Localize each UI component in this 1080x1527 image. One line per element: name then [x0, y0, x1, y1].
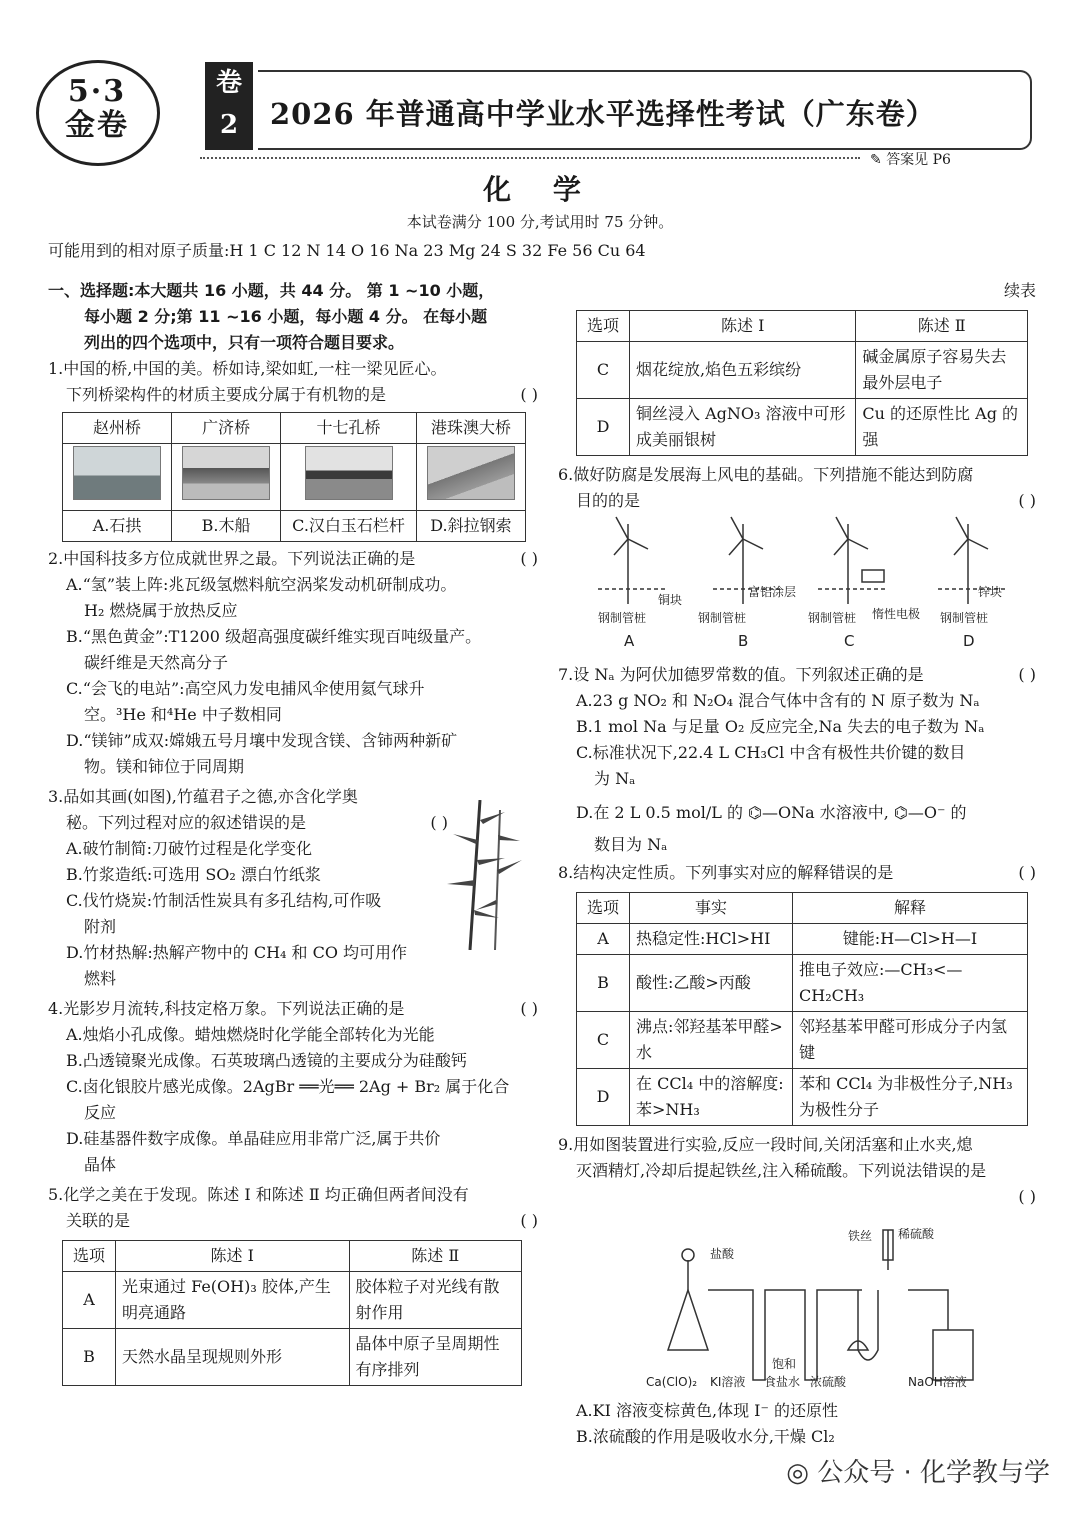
- q8-table: [576, 892, 1028, 1126]
- header-rule: [200, 157, 860, 159]
- option-c: C.标准状况下,22.4 L CH₃Cl 中含有极性共价键的数目: [576, 743, 966, 762]
- question-2: [48, 546, 538, 780]
- section-heading-line: 列出的四个选项中，只有一项符合题目要求。: [84, 333, 405, 352]
- option-a-cont: H₂ 燃烧属于放热反应: [84, 601, 238, 620]
- section-heading: [48, 278, 538, 356]
- bamboo-painting: [440, 800, 530, 950]
- table-cell: 天然水晶呈现规则外形: [116, 1329, 350, 1386]
- option-d: D.“镁铈”成双:嫦娥五号月壤中发现含镁、含铈两种新矿: [66, 731, 458, 750]
- watermark: [0, 1452, 1050, 1489]
- apparatus-figure: [558, 1210, 1028, 1390]
- answer-paren: ( ): [1018, 1187, 1036, 1206]
- table-cell: A: [577, 924, 630, 955]
- option-a: A.破竹制简:刀破竹过程是化学变化: [66, 839, 313, 858]
- option-d: D.斜拉钢索: [416, 511, 525, 542]
- question-text: 8.结构决定性质。下列事实对应的解释错误的是: [558, 863, 894, 882]
- wind-turbine-figure: [558, 514, 1028, 654]
- table-header: 选项: [577, 311, 630, 342]
- table-header: 陈述 Ⅱ: [349, 1241, 521, 1272]
- table-cell: D: [577, 399, 630, 456]
- answer-paren: ( ): [520, 549, 538, 568]
- table-cell: 苯和 CCl₄ 为非极性分子,NH₃ 为极性分子: [793, 1069, 1028, 1126]
- subject-title: 化 学: [483, 173, 597, 206]
- table-cell: 晶体中原子呈周期性有序排列: [349, 1329, 521, 1386]
- answer-reference: [870, 149, 951, 169]
- answer-paren: ( ): [520, 1211, 538, 1230]
- logo-text: 5·3 金卷: [65, 74, 129, 143]
- question-text: 2.中国科技多方位成就世界之最。下列说法正确的是: [48, 549, 416, 568]
- watermark-text: 公众号 · 化学教与学: [817, 1458, 1050, 1488]
- option-a: A.石拱: [63, 511, 172, 542]
- option-b: B.凸透镜聚光成像。石英玻璃凸透镜的主要成分为硅酸钙: [66, 1051, 467, 1070]
- pen-icon: ✎: [870, 152, 882, 168]
- figure-label: 钢制管桩: [940, 611, 989, 625]
- question-text: 3.品如其画(如图),竹蕴君子之德,亦含化学奥: [48, 787, 358, 806]
- option-c: C.“会飞的电站”:高空风力发电捕风伞使用氦气球升: [66, 679, 425, 698]
- table-header: 陈述 Ⅰ: [116, 1241, 350, 1272]
- question-7: [558, 662, 1036, 858]
- table-cell: B: [577, 955, 630, 1012]
- option-a: A.烛焰小孔成像。蜡烛燃烧时化学能全部转化为光能: [66, 1025, 435, 1044]
- figure-label: 铁丝: [848, 1229, 873, 1243]
- table-header: 解释: [793, 893, 1028, 924]
- table-cell: 邻羟基苯甲醛可形成分子内氢键: [793, 1012, 1028, 1069]
- option-b: B.“黑色黄金”:T1200 级超高强度碳纤维实现百吨级量产。: [66, 627, 482, 646]
- figure-label: 浓硫酸: [810, 1375, 847, 1389]
- option-d: D.在 2 L 0.5 mol/L 的 ⌬—ONa 水溶液中, ⌬—O⁻ 的: [576, 803, 967, 822]
- question-text: 5.化学之美在于发现。陈述 Ⅰ 和陈述 Ⅱ 均正确但两者间没有: [48, 1185, 469, 1204]
- figure-label: 惰性电极: [872, 607, 921, 621]
- table-cell: 沸点:邻羟基苯甲醛>水: [630, 1012, 793, 1069]
- option-c: C.伐竹烧炭:竹制活性炭具有多孔结构,可作吸: [66, 891, 382, 910]
- figure-label: 钢制管桩: [808, 611, 857, 625]
- figure-label: 钢制管桩: [698, 611, 747, 625]
- option-b: B.浓硫酸的作用是吸收水分,干燥 Cl₂: [576, 1427, 835, 1446]
- option-b: B.1 mol Na 与足量 O₂ 反应完全,Na 失去的电子数为 Nₐ: [576, 717, 985, 736]
- option-c-cont: 空。³He 和⁴He 中子数相同: [84, 705, 282, 724]
- figure-label: NaOH溶液: [908, 1375, 967, 1389]
- q5-table: [62, 1240, 522, 1386]
- question-text: 7.设 Nₐ 为阿伏加德罗常数的值。下列叙述正确的是: [558, 665, 924, 684]
- option-d: D.硅基器件数字成像。单晶硅应用非常广泛,属于共价: [66, 1129, 441, 1148]
- figure-label: 锌块: [978, 585, 1003, 599]
- question-text: 4.光影岁月流转,科技定格万象。下列说法正确的是: [48, 999, 405, 1018]
- bridge-photo: [427, 446, 515, 500]
- figure-label: 盐酸: [710, 1247, 735, 1261]
- figure-label: Ca(ClO)₂: [646, 1375, 698, 1389]
- bridge-name: 广济桥: [172, 413, 281, 444]
- table-row: [577, 924, 1028, 955]
- table-cell: 在 CCl₄ 中的溶解度:苯>NH₃: [630, 1069, 793, 1126]
- table-cell: D: [577, 1069, 630, 1126]
- table-cell: 酸性:乙酸>丙酸: [630, 955, 793, 1012]
- figure-label: 钢制管桩: [598, 611, 647, 625]
- q5-table-continued: [576, 310, 1028, 456]
- question-text: 灭酒精灯,冷却后提起铁丝,注入稀硫酸。下列说法错误的是: [576, 1161, 987, 1180]
- figure-label: 稀硫酸: [898, 1227, 935, 1241]
- bridge-photo: [182, 446, 270, 500]
- wechat-icon: ◎: [786, 1458, 809, 1488]
- question-9: [558, 1132, 1036, 1450]
- table-row: [577, 1069, 1028, 1126]
- option-c-cont: 附剂: [84, 917, 117, 936]
- question-text: 6.做好防腐是发展海上风电的基础。下列措施不能达到防腐: [558, 465, 974, 484]
- option-d-cont: 数目为 Nₐ: [594, 835, 668, 854]
- table-cell: 铜丝浸入 AgNO₃ 溶液中可形成美丽银树: [630, 399, 856, 456]
- option-d-cont: 晶体: [84, 1155, 117, 1174]
- table-row: [63, 1329, 522, 1386]
- table-cell: 推电子效应:—CH₃<—CH₂CH₃: [793, 955, 1028, 1012]
- figure-label: 饱和: [772, 1357, 797, 1371]
- question-3: [48, 784, 448, 992]
- answer-reference-text: 答案见 P6: [886, 152, 951, 168]
- table-row: [63, 1272, 522, 1329]
- question-8: [558, 860, 1036, 1126]
- option-b: B.竹浆造纸:可选用 SO₂ 漂白竹纸浆: [66, 865, 321, 884]
- figure-label: 食盐水: [764, 1375, 801, 1389]
- option-d-cont: 燃料: [84, 969, 117, 988]
- option-c: C.汉白玉石栏杆: [281, 511, 417, 542]
- continued-label: 续表: [1003, 281, 1036, 300]
- option-b-cont: 碳纤维是天然高分子: [84, 653, 229, 672]
- table-cell: 光束通过 Fe(OH)₃ 胶体,产生明亮通路: [116, 1272, 350, 1329]
- question-text: 关联的是: [66, 1211, 131, 1230]
- bridge-table: [62, 412, 526, 542]
- option-c-cont: 反应: [84, 1103, 117, 1122]
- answer-paren: ( ): [430, 813, 448, 832]
- table-cell: 烟花绽放,焰色五彩缤纷: [630, 342, 856, 399]
- table-header: 选项: [577, 893, 630, 924]
- answer-paren: ( ): [520, 999, 538, 1018]
- right-column: [558, 278, 1036, 1450]
- table-row: [577, 1012, 1028, 1069]
- question-5: [48, 1182, 538, 1386]
- table-row: [577, 955, 1028, 1012]
- bridge-name: 赵州桥: [63, 413, 172, 444]
- table-cell: Cu 的还原性比 Ag 的强: [856, 399, 1028, 456]
- bridge-photo: [73, 446, 161, 500]
- table-cell: 热稳定性:HCl>HI: [630, 924, 793, 955]
- figure-label: KI溶液: [710, 1375, 746, 1389]
- answer-paren: ( ): [520, 385, 538, 404]
- option-d: D.竹材热解:热解产物中的 CH₄ 和 CO 均可用作: [66, 943, 408, 962]
- option-d-cont: 物。镁和铈位于同周期: [84, 757, 245, 776]
- question-1: [48, 356, 538, 542]
- table-header: 选项: [63, 1241, 116, 1272]
- option-b: B.木船: [172, 511, 281, 542]
- figure-label: 铜块: [658, 593, 683, 607]
- answer-paren: ( ): [1018, 863, 1036, 882]
- exam-title: 2026 年普通高中学业水平选择性考试（广东卷）: [270, 97, 936, 131]
- section-heading-line: 每小题 2 分;第 11 ~16 小题，每小题 4 分。 在每小题: [84, 307, 488, 326]
- table-header: 陈述 Ⅰ: [630, 311, 856, 342]
- figure-letter: A: [624, 632, 635, 650]
- answer-paren: ( ): [1018, 491, 1036, 510]
- exam-note: 本试卷满分 100 分,考试用时 75 分钟。: [406, 213, 674, 231]
- section-heading-line: 一、选择题:本大题共 16 小题，共 44 分。 第 1 ~10 小题，: [48, 281, 495, 300]
- table-row: [577, 399, 1028, 456]
- bridge-name: 十七孔桥: [281, 413, 417, 444]
- option-a: A.KI 溶液变棕黄色,体现 I⁻ 的还原性: [576, 1401, 839, 1420]
- table-row: [577, 342, 1028, 399]
- bridge-name: 港珠澳大桥: [416, 413, 525, 444]
- bridge-photo: [305, 446, 393, 500]
- figure-letter: B: [738, 632, 749, 650]
- table-header: 陈述 Ⅱ: [856, 311, 1028, 342]
- table-cell: C: [577, 342, 630, 399]
- question-text: 1.中国的桥,中国的美。桥如诗,梁如虹,一柱一梁见匠心。: [48, 359, 447, 378]
- option-a: A.23 g NO₂ 和 N₂O₄ 混合气体中含有的 N 原子数为 Nₐ: [576, 691, 980, 710]
- figure-label: 富铝涂层: [748, 585, 797, 599]
- option-a: A.“氢”装上阵:兆瓦级氢燃料航空涡桨发动机研制成功。: [66, 575, 457, 594]
- question-6: [558, 462, 1036, 662]
- table-cell: 键能:H—Cl>H—I: [793, 924, 1028, 955]
- atomic-masses: 可能用到的相对原子质量:H 1 C 12 N 14 O 16 Na 23 Mg 24 S 32 Fe 56 Cu 64: [48, 241, 646, 260]
- table-cell: C: [577, 1012, 630, 1069]
- question-4: [48, 996, 538, 1178]
- answer-paren: ( ): [1018, 665, 1036, 684]
- table-cell: B: [63, 1329, 116, 1386]
- volume-label: 卷 2: [205, 62, 253, 150]
- table-cell: 胶体粒子对光线有散射作用: [349, 1272, 521, 1329]
- table-header: 事实: [630, 893, 793, 924]
- figure-letter: D: [963, 632, 975, 650]
- question-text: 下列桥梁构件的材质主要成分属于有机物的是: [66, 385, 387, 404]
- question-text: 9.用如图装置进行实验,反应一段时间,关闭活塞和止水夹,熄: [558, 1135, 973, 1154]
- figure-letter: C: [844, 632, 855, 650]
- table-cell: 碱金属原子容易失去最外层电子: [856, 342, 1028, 399]
- option-c-cont: 为 Nₐ: [594, 769, 636, 788]
- option-c: C.卤化银胶片感光成像。2AgBr ══光══ 2Ag + Br₂ 属于化合: [66, 1077, 510, 1096]
- question-text: 秘。下列过程对应的叙述错误的是: [66, 813, 307, 832]
- question-text: 目的的是: [576, 491, 641, 510]
- table-cell: A: [63, 1272, 116, 1329]
